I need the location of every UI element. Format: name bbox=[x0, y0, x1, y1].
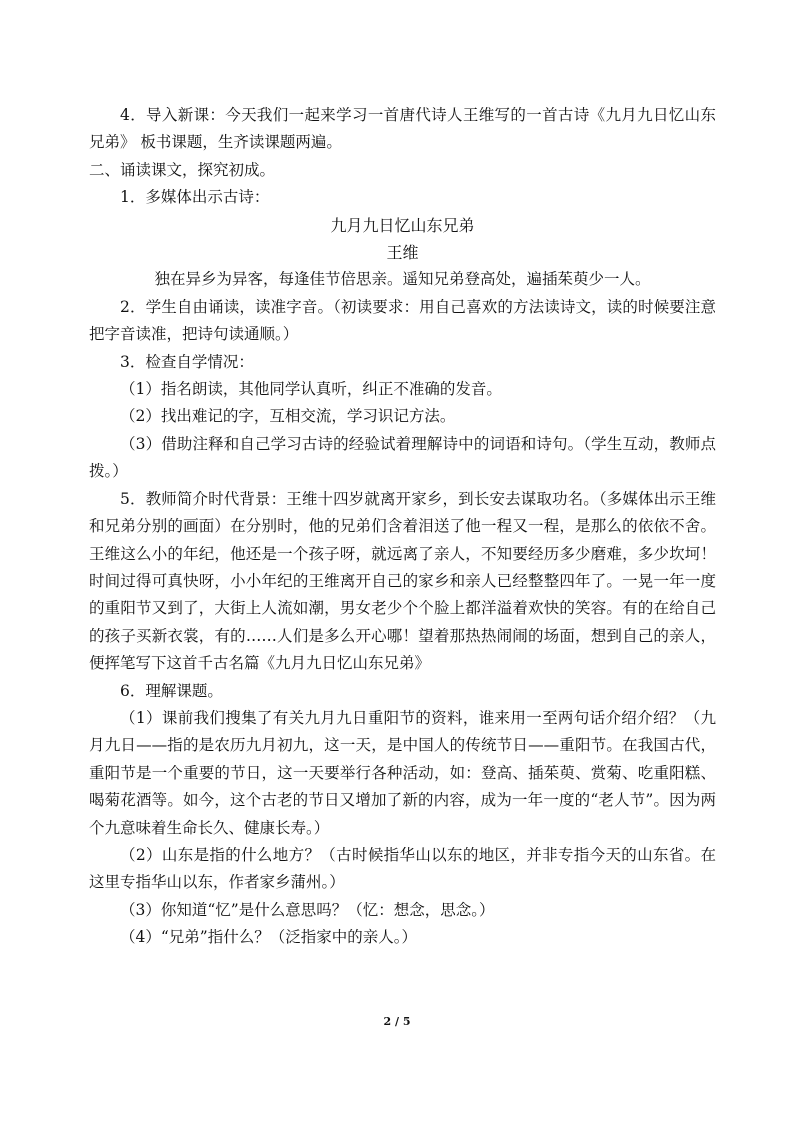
poem-author: 王维 bbox=[386, 243, 419, 263]
poem-title: 九月九日忆山东兄弟 bbox=[330, 215, 475, 235]
section-heading-recite: 二、诵读课文，探究初成。 bbox=[89, 160, 276, 179]
document-body bbox=[89, 102, 716, 952]
list-item-read-aloud: （1）指名朗读，其他同学认真听，纠正不准确的发音。 bbox=[120, 380, 502, 399]
paragraph-free-reading: 2．学生自由诵读，读准字音。（初读要求：用自己喜欢的方法读诗文，读的时候要注意把字音读准，把诗句读通顺。） bbox=[89, 297, 716, 344]
paragraph-background: 5．教师简介时代背景：王维十四岁就离开家乡，到长安去谋取功名。（多媒体出示王维和兄弟分别的画面）在分别时，他的兄弟们含着泪送了他一程又一程，是那么的依依不舍。王维这么小的年纪，他还是一个孩子呀，就远离了亲人，不知要经历多少磨难，多少坎坷！时间过得可真快呀，小小年纪的王维离开自己的家乡和亲人已经整整四年了。一晃一年一度的重阳节又到了，大街上人流如潮，男女老少个个脸上都洋溢着欢快的笑容。有的在给自己的孩子买新衣裳，有的……人们是多么开心哪！望着那热热闹闹的场面，想到自己的亲人，便挥笔写下这首千古名篇《九月九日忆山东兄弟》 bbox=[89, 489, 716, 673]
paragraph-show-poem: 1．多媒体出示古诗： bbox=[120, 188, 270, 207]
list-item-yi-meaning: （3）你知道“忆”是什么意思吗？（忆：想念，思念。） bbox=[120, 900, 495, 919]
paragraph-check-self-study: 3．检查自学情况： bbox=[120, 352, 254, 371]
list-item-hard-characters: （2）找出难记的字，互相交流，学习识记方法。 bbox=[120, 407, 456, 426]
poem-text: 独在异乡为异客，每逢佳节倍思亲。遥知兄弟登高处，遍插茱萸少一人。 bbox=[154, 270, 651, 289]
list-item-brothers: （4）“兄弟”指什么？（泛指家中的亲人。） bbox=[120, 928, 417, 947]
paragraph-understand-title: 6．理解课题。 bbox=[120, 681, 223, 700]
list-item-shandong: （2）山东是指的什么地方？（古时候指华山以东的地区，并非专指今天的山东省。在这里专指华山以东，作者家乡蒲州。） bbox=[89, 845, 716, 892]
paragraph-intro-new-lesson: 4．导入新课：今天我们一起来学习一首唐代诗人王维写的一首古诗《九月九日忆山东兄弟》 板书课题，生齐读课题两遍。 bbox=[89, 106, 716, 152]
list-item-double-ninth: （1）课前我们搜集了有关九月九日重阳节的资料，谁来用一至两句话介绍介绍？（九月九日——指的是农历九月初九，这一天，是中国人的传统节日——重阳节。在我国古代，重阳节是一个重要的节日，这一天要举行各种活动，如：登高、插茱萸、赏菊、吃重阳糕、喝菊花酒等。如今，这个古老的节日又增加了新的内容，成为一年一度的“老人节”。因为两个九意味着生命长久、健康长寿。） bbox=[89, 708, 716, 837]
list-item-understand-poem: （3）借助注释和自己学习古诗的经验试着理解诗中的词语和诗句。（学生互动，教师点拨。） bbox=[89, 434, 716, 481]
page-number: 2 / 5 bbox=[383, 1015, 411, 1028]
